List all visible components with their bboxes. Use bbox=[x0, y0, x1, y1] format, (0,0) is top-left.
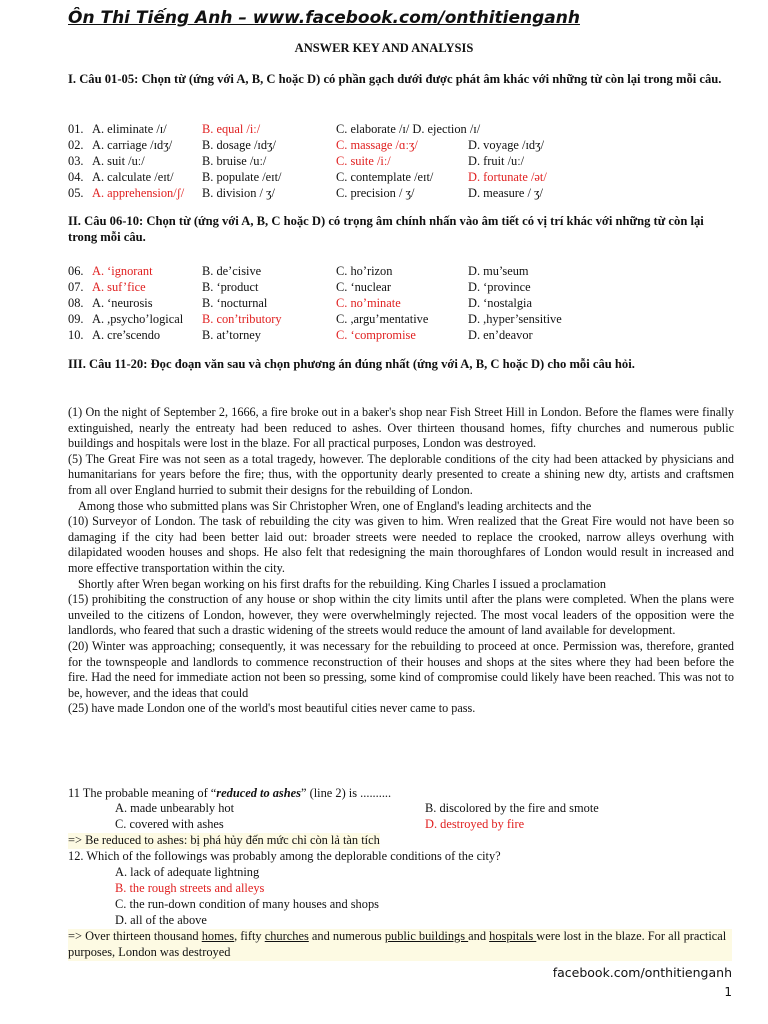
passage-paragraph: Among those who submitted plans was Sir Christopher Wren, one of England's leading architects and the bbox=[78, 498, 592, 513]
q11-option-b: B. discolored by the fire and smote bbox=[425, 801, 599, 815]
option-d: D. measure / ʒ/ bbox=[468, 186, 544, 200]
q11-explanation: => Be reduced to ashes: bị phá hủy đến mức chỉ còn lả tàn tích bbox=[68, 833, 380, 847]
page-header[interactable]: Ôn Thi Tiếng Anh – www.facebook.com/onthitienganh bbox=[68, 8, 580, 28]
section-1-heading: I. Câu 01-05: Chọn từ (ứng với A, B, C hoặc D) có phần gạch dưới được phát âm khác với những từ còn lại trong mỗi câu. bbox=[68, 72, 722, 86]
section-2-heading: II. Câu 06-10: Chọn từ (ứng với A, B, C hoặc D) có trọng âm chính nhấn vào âm tiết có vị trí khác với những từ còn lại trong mỗi câu. bbox=[68, 214, 704, 244]
option-d-answer: D. fortunate /ət/ bbox=[468, 170, 547, 184]
passage-paragraph: (20) Winter was approaching; consequently, it was necessary for the rebuilding to proceed at once. Permission was, therefore, granted for the townspeople and landlords to commence reconstruction of their houses and shops at the sites where they had been before the fire. Had the need for immediate action not been so pressing, some kind of compromise could likely have been reached. This was not to be, however, and the ideas that could bbox=[68, 638, 734, 700]
q12-option-d: D. all of the above bbox=[115, 913, 207, 927]
note-text: => Over thirteen thousand bbox=[68, 929, 202, 943]
option-b: B. bruise /uː/ bbox=[202, 154, 267, 168]
option-b: B. ‘nocturnal bbox=[202, 296, 268, 310]
q-number: 04. bbox=[68, 170, 84, 184]
option-d: D. ‘province bbox=[468, 280, 531, 294]
option-c: C. ‘nuclear bbox=[336, 280, 392, 294]
q11-option-a: A. made unbearably hot bbox=[115, 801, 235, 815]
option-d: D. ‘nostalgia bbox=[468, 296, 533, 310]
option-a: A. ‘neurosis bbox=[92, 296, 153, 310]
note-underlined: public buildings bbox=[384, 929, 469, 943]
option-a: A. ,psycho’logical bbox=[92, 312, 184, 326]
footer-link[interactable]: facebook.com/onthitienganh bbox=[552, 965, 732, 980]
q12-explanation bbox=[68, 929, 732, 961]
q-number: 03. bbox=[68, 154, 84, 168]
passage-paragraph: (25) have made London one of the world's most beautiful cities never came to pass. bbox=[68, 701, 476, 716]
q-number: 07. bbox=[68, 280, 84, 294]
q12-option-c: C. the run-down condition of many houses and shops bbox=[115, 897, 379, 911]
option-a: A. calculate /eɪt/ bbox=[92, 170, 174, 184]
option-b: B. de’cisive bbox=[202, 264, 262, 278]
option-b-answer: B. con’tributory bbox=[202, 312, 282, 326]
option-c-answer: C. massage /ɑːʒ/ bbox=[336, 138, 418, 152]
q11-option-d-answer: D. destroyed by fire bbox=[425, 817, 525, 831]
option-c: C. contemplate /eɪt/ bbox=[336, 170, 434, 184]
question-11-stem bbox=[68, 786, 391, 802]
option-c-d: C. elaborate /ɪ/ D. ejection /ɪ/ bbox=[336, 122, 481, 136]
reading-passage bbox=[68, 405, 734, 717]
q-number: 06. bbox=[68, 264, 84, 278]
option-a: A. eliminate /ɪ/ bbox=[92, 122, 167, 136]
note-text: , fifty bbox=[234, 929, 265, 943]
option-c-answer: C. suite /iː/ bbox=[336, 154, 391, 168]
option-c: C. ,argu’mentative bbox=[336, 312, 429, 326]
section-3-heading: III. Câu 11-20: Đọc đoạn văn sau và chọn phương án đúng nhất (ứng với A, B, C hoặc D) cho mỗi câu hỏi. bbox=[68, 357, 635, 371]
note-text: and numerous bbox=[308, 929, 385, 943]
q11-stem-post: ” (line 2) is .......... bbox=[300, 786, 392, 800]
note-text: were lost in the blaze. For all practical purposes, London was destroyed bbox=[68, 929, 727, 959]
note-underlined: homes bbox=[201, 929, 235, 943]
option-b-answer: B. equal /iː/ bbox=[202, 122, 261, 136]
option-b: B. division / ʒ/ bbox=[202, 186, 275, 200]
option-c-answer: C. ‘compromise bbox=[336, 328, 416, 342]
q-number: 10. bbox=[68, 328, 84, 342]
q-number: 05. bbox=[68, 186, 84, 200]
option-b: B. ‘product bbox=[202, 280, 259, 294]
option-d: D. fruit /uː/ bbox=[468, 154, 525, 168]
passage-paragraph: (1) On the night of September 2, 1666, a fire broke out in a baker's shop near Fish Street Hill in London. Before the flames were finally extinguished, nearly the entreaty had been reduced to ashes. Over thirteen thousand homes, fifty churches and numerous public buildings and hospitals were lost in the blaze. For all practical purposes, London was destroyed. bbox=[68, 405, 734, 451]
q-number: 01. bbox=[68, 122, 84, 136]
option-d: D. en’deavor bbox=[468, 328, 533, 342]
page-number: 1 bbox=[724, 985, 732, 999]
option-d: D. mu’seum bbox=[468, 264, 529, 278]
q11-stem-pre: 11 The probable meaning of “ bbox=[68, 786, 217, 800]
option-a-answer: A. ‘ignorant bbox=[92, 264, 153, 278]
option-d: D. voyage /ɪdʒ/ bbox=[468, 138, 545, 152]
passage-paragraph: (15) prohibiting the construction of any house or shop within the city limits until after the plans were completed. When the plans were unveiled to the citizens of London, however, they were overwhelmingly rejected. The most vocal leaders of the opposition were the landlords, who feared that such a drastic widening of the streets would reduce the amount of land available for development. bbox=[68, 592, 734, 638]
passage-paragraph: Shortly after Wren began working on his first drafts for the rebuilding. King Charles I issued a proclamation bbox=[78, 576, 606, 591]
option-b: B. dosage /ɪdʒ/ bbox=[202, 138, 276, 152]
option-b: B. at’torney bbox=[202, 328, 261, 342]
q12-option-a: A. lack of adequate lightning bbox=[115, 865, 260, 879]
note-underlined: hospitals bbox=[489, 929, 537, 943]
q11-option-c: C. covered with ashes bbox=[115, 817, 224, 831]
option-c: C. ho’rizon bbox=[336, 264, 393, 278]
note-underlined: churches bbox=[264, 929, 309, 943]
option-b: B. populate /eɪt/ bbox=[202, 170, 282, 184]
option-c: C. precision / ʒ/ bbox=[336, 186, 415, 200]
page-title: ANSWER KEY AND ANALYSIS bbox=[294, 41, 474, 55]
option-a: A. carriage /ɪdʒ/ bbox=[92, 138, 173, 152]
question-12-stem: 12. Which of the followings was probably among the deplorable conditions of the city? bbox=[68, 849, 501, 863]
passage-paragraph: (10) Surveyor of London. The task of rebuilding the city was given to him. Wren realized that the Great Fire would not have been so damaging if the city had been better laid out: broader streets were needed to replace the crooked, narrow alleys overhung with dilapidated wooden houses and shops. He also felt that redesigning the main thoroughfares of London would result in increased and more effective transportation within the city. bbox=[68, 514, 734, 575]
option-a-answer: A. apprehension/ʃ/ bbox=[92, 186, 185, 200]
passage-paragraph: (5) The Great Fire was not seen as a total tragedy, however. The deplorable conditions of the city had been attacked by physicians and humanitarians for years before the fire; thus, with the opportunity dearly presented to create a shining new dty, artists and craftsmen from all over England hurried to submit their designs for the rebuilding of London. bbox=[68, 451, 734, 497]
option-a: A. cre’scendo bbox=[92, 328, 161, 342]
q-number: 08. bbox=[68, 296, 84, 310]
option-a-answer: A. suf’fice bbox=[92, 280, 146, 294]
option-d: D. ,hyper’sensitive bbox=[468, 312, 562, 326]
q-number: 02. bbox=[68, 138, 84, 152]
option-c-answer: C. no’minate bbox=[336, 296, 401, 310]
option-a: A. suit /uː/ bbox=[92, 154, 145, 168]
q-number: 09. bbox=[68, 312, 84, 326]
q11-stem-term: reduced to ashes bbox=[216, 786, 301, 800]
q12-option-b-answer: B. the rough streets and alleys bbox=[115, 881, 265, 895]
note-text: and bbox=[468, 929, 490, 943]
